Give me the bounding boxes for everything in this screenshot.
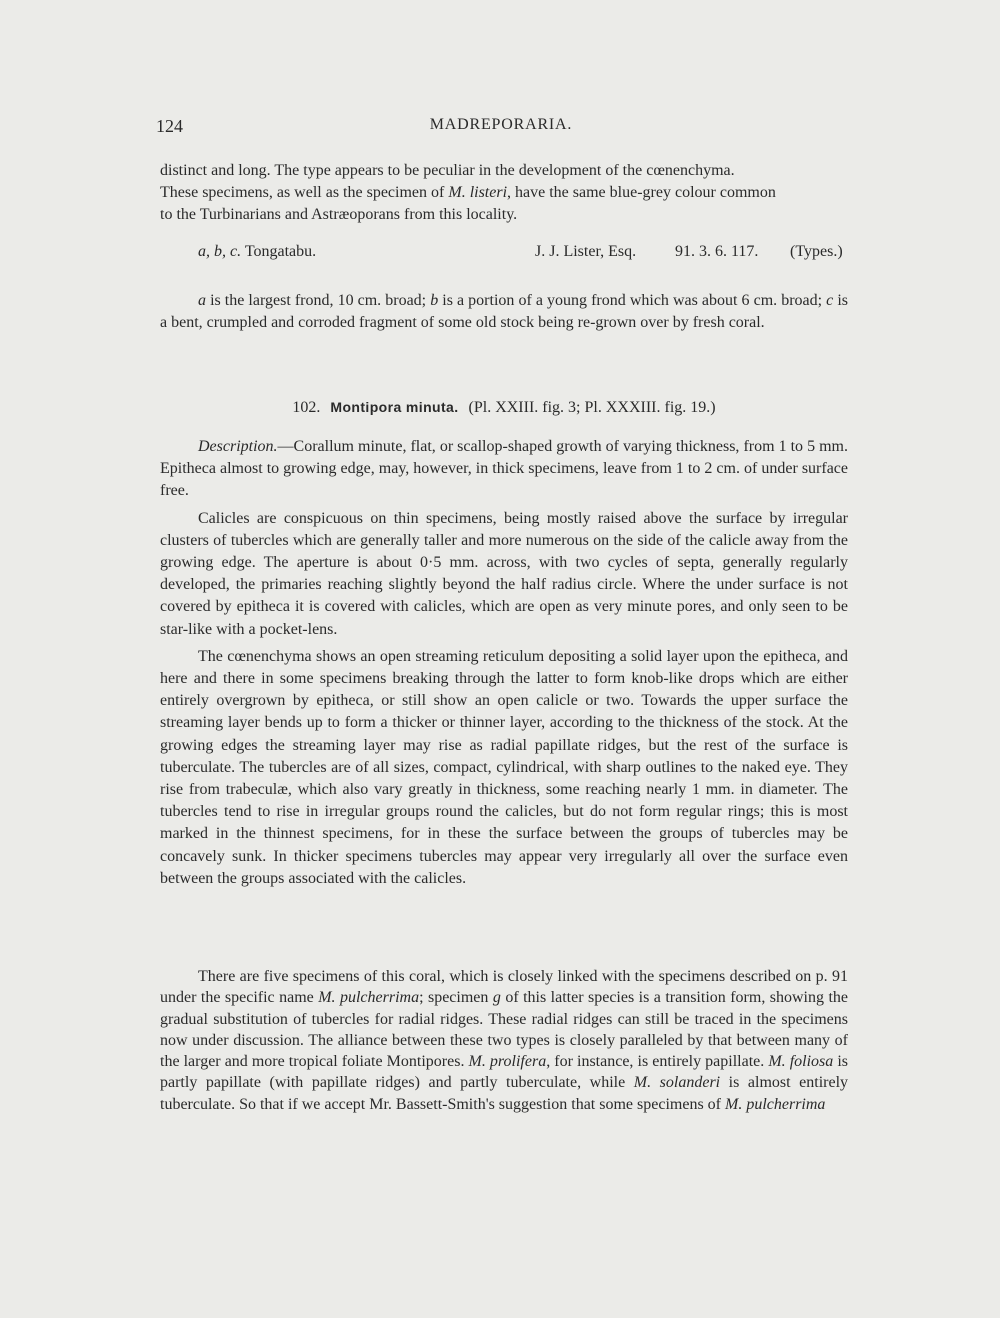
description-label: Description. bbox=[198, 438, 278, 455]
section-species-name: Montipora minuta. bbox=[330, 399, 459, 415]
section-number: 102. bbox=[292, 399, 321, 416]
specimen-note: a is the largest frond, 10 cm. broad; b is a portion of a young frond which was about 6 cm. broad; c is a bent, crumpled and corroded fragment of some old stock being re-grown over by fresh coral. bbox=[160, 292, 849, 332]
section-plate-reference: (Pl. XXIII. fig. 3; Pl. XXXIII. fig. 19.) bbox=[468, 399, 716, 416]
intro-paragraph: distinct and long. The type appears to be peculiar in the development of the cœnenchyma. These specimens, as well as the specimen of M. listeri, have the same blue-grey colour common to the Turbinarians and Astræoporans from this locality. bbox=[160, 162, 776, 224]
species-name: M. listeri bbox=[448, 184, 508, 202]
description bbox=[160, 436, 848, 890]
specimen-register-number: 91. 3. 6. 117. bbox=[675, 243, 759, 260]
specimen-donor: J. J. Lister, Esq. bbox=[535, 243, 637, 260]
section-heading bbox=[160, 399, 848, 417]
page-header bbox=[156, 116, 846, 142]
intro-line-1: distinct and long. The type appears to be peculiar in the development of the cœnenchyma. bbox=[160, 162, 735, 179]
running-title: MADREPORARIA. bbox=[429, 116, 573, 133]
specimen-record bbox=[198, 243, 862, 267]
discussion-paragraph: There are five specimens of this coral, which is closely linked with the specimens described on p. 91 under the specific name M. pulcherrima; specimen g of this latter species is a transition form, showing the gradual substitution of tubercles for radial ridges. These radial ridges can still be traced in the specimens now under discussion. The alliance between these two types is closely paralleled by that between many of the larger and more tropical foliate Montipores. M. prolifera, for instance, is entirely papillate. M. foliosa is partly papillate (with papillate ridges) and partly tuberculate, while M. solanderi is almost entirely tuberculate. So that if we accept Mr. Bassett-Smith's suggestion that some specimens of M. pulcherrima bbox=[160, 968, 849, 1113]
description-paragraph-2: Calicles are conspicuous on thin specimens, being mostly raised above the surface by irregular clusters of tubercles which are generally taller and more numerous on the side of the calicle away from the growing edge. The aperture is about 0·5 mm. across, with two cycles of septa, generally regularly developed, the primaries reaching slightly beyond the half radius circle. Where the under surface is not covered by epitheca it is covered with calicles, which are open as very minute pores, and only seen to be star-like with a pocket-lens. bbox=[160, 509, 848, 638]
description-paragraph-1: Description.—Corallum minute, flat, or scallop-shaped growth of varying thickness, from 1 to 5 mm. Epitheca almost to growing edge, may, however, in thick specimens, leave from 1 to 2 cm. of under surface free. bbox=[160, 438, 848, 500]
specimen-locality: a, b, c. Tongatabu. bbox=[198, 243, 317, 260]
description-paragraph-3: The cœnenchyma shows an open streaming reticulum depositing a solid layer upon the epitheca, and here and there in some specimens breaking through the latter to form knob-like drops which are either entirely overgrown by epitheca, or still show an open calicle or two. Towards the upper surface the streaming layer bends up to form a thicker or thinner layer, according to the thickness of the stock. At the growing edges the streaming layer may rise as radial papillate ridges, but the rest of the surface is tuberculate. The tubercles are of all sizes, compact, cylindrical, with sharp outlines to the naked eye. They rise from trabeculæ, which also vary greatly in thickness, some reaching nearly 1 mm. in diameter. The tubercles tend to rise in irregular groups round the calicles, but do not form regular rings; this is most marked in the thinnest specimens, for in these the surface between the groups of tubercles may be concavely sunk. In thicker specimens tubercles may appear very irregularly all over the surface even between the groups associated with the calicles. bbox=[160, 647, 848, 887]
specimen-types-label: (Types.) bbox=[790, 243, 843, 260]
page-number: 124 bbox=[156, 116, 183, 136]
